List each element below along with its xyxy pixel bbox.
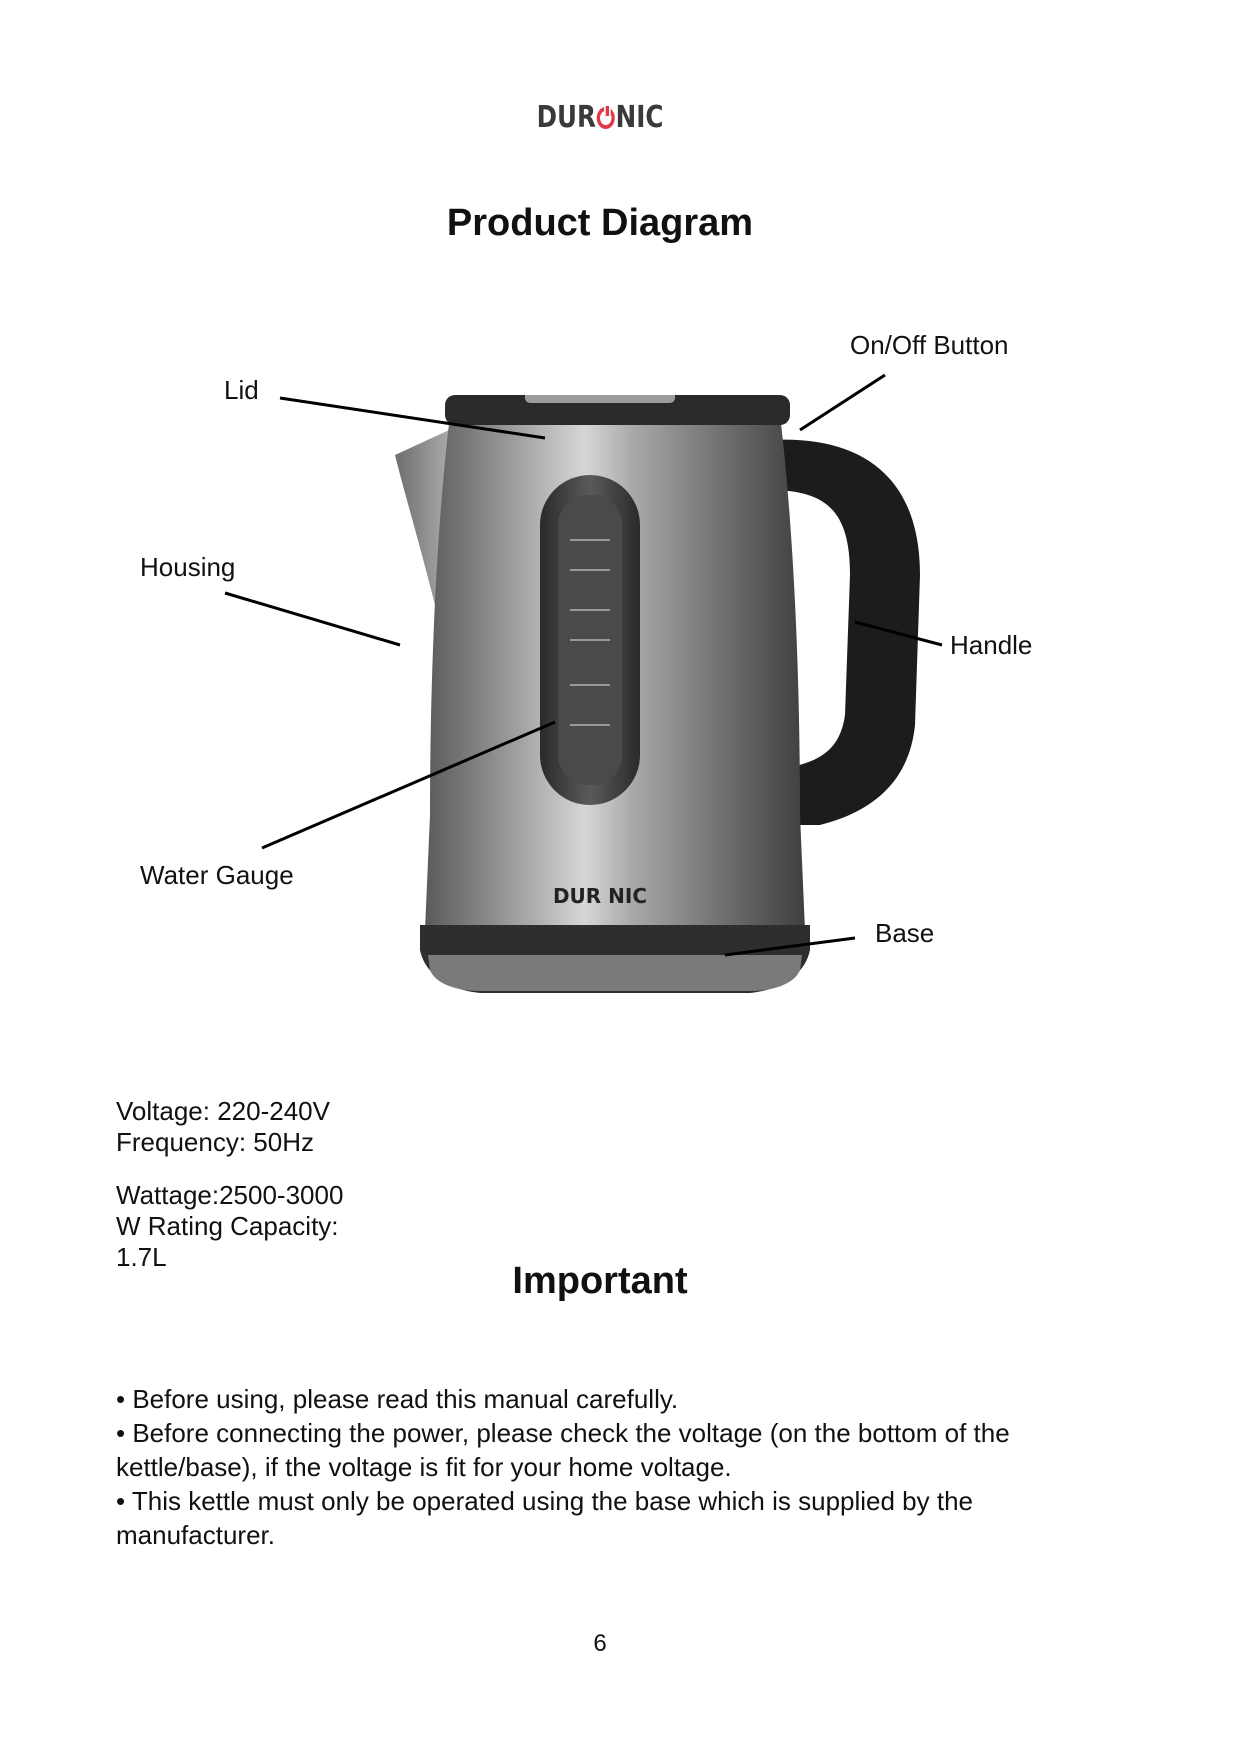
list-item: • Before connecting the power, please check the voltage (on the bottom of the kettle/base), if the voltage is fit for your home voltage.	[116, 1418, 1010, 1482]
label-housing: Housing	[140, 552, 236, 582]
logo-text-left: DUR	[536, 100, 596, 135]
spec-frequency: Frequency: 50Hz	[116, 1127, 314, 1157]
page-title: Product Diagram	[446, 202, 754, 244]
base-leader	[725, 938, 855, 955]
logo-text-right: NIC	[615, 100, 664, 135]
page-number: 6	[593, 1630, 607, 1657]
lid-leader	[280, 398, 545, 438]
label-base: Base	[875, 918, 935, 948]
label-lid: Lid	[224, 375, 259, 405]
list-item: • This kettle must only be operated using the base which is supplied by the manufacturer.	[116, 1486, 974, 1550]
spec-capacity: 1.7L	[116, 1242, 167, 1272]
handle-leader	[855, 622, 942, 645]
important-list	[116, 1382, 1106, 1552]
on-off-leader	[800, 375, 885, 430]
housing-leader	[225, 593, 400, 645]
label-on-off-button: On/Off Button	[850, 330, 1009, 360]
list-item: • Before using, please read this manual carefully.	[116, 1384, 679, 1414]
specs-block	[116, 1096, 343, 1273]
kettle-brand: DUR NIC	[552, 884, 648, 908]
label-water-gauge: Water Gauge	[140, 860, 294, 890]
important-title: Important	[512, 1260, 688, 1302]
spec-wattage: Wattage:2500-3000	[116, 1180, 344, 1210]
water-gauge-leader	[262, 722, 555, 848]
label-handle: Handle	[950, 630, 1033, 660]
spec-rating: W Rating Capacity:	[116, 1211, 339, 1241]
spec-voltage: Voltage: 220-240V	[116, 1096, 330, 1126]
